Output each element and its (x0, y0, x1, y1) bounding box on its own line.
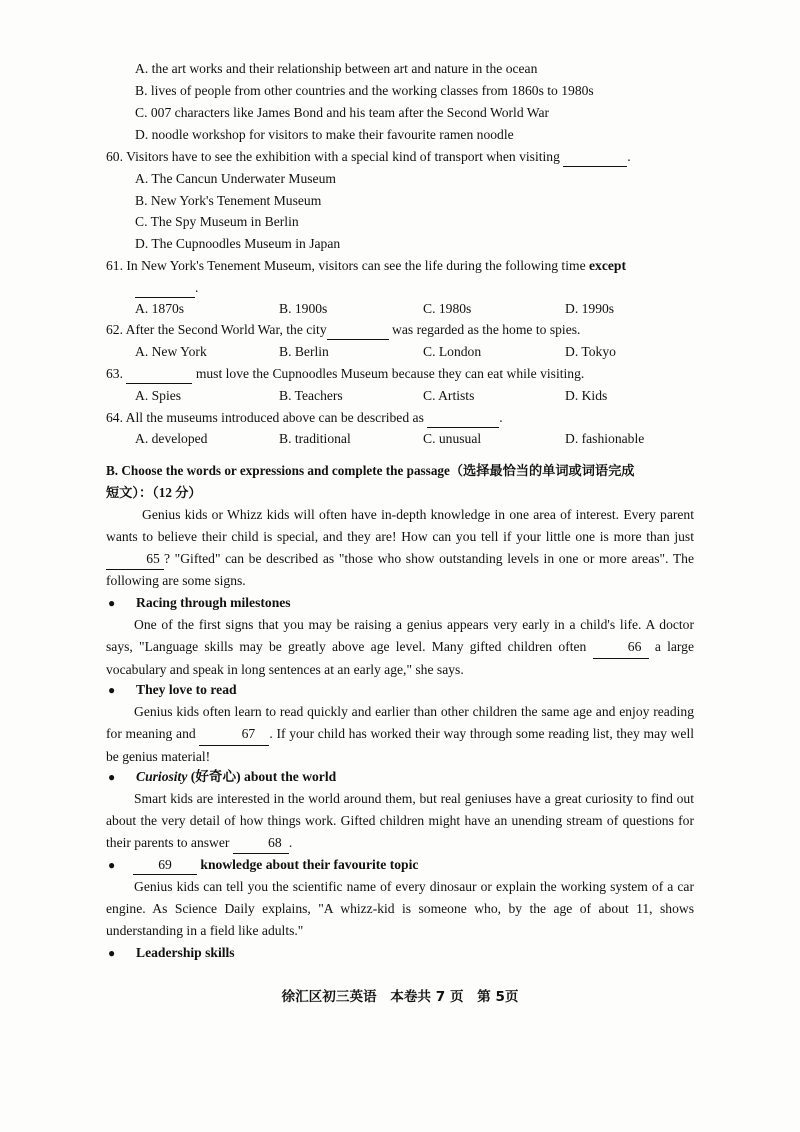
q59-option-d: D. noodle workshop for visitors to make their favourite ramen noodle (135, 127, 514, 142)
q61-stem: 61. In New York's Tenement Museum, visitors can see the life during the following time except (106, 258, 627, 273)
blank-65: 65 (106, 548, 164, 571)
q64-stem: 64. All the museums introduced above can be described as . (106, 409, 503, 428)
q61-blank-line: . (135, 279, 198, 298)
q59-option-c: C. 007 characters like James Bond and his team after the Second World War (135, 105, 550, 120)
q64-option-b: B. traditional (279, 431, 351, 446)
q64-blank (427, 409, 499, 428)
bullet-icon: ● (108, 683, 116, 697)
q62-option-a: A. New York (135, 344, 207, 359)
q62-option-d: D. Tokyo (565, 344, 616, 359)
q61-option-a: A. 1870s (135, 301, 185, 316)
q60-blank (563, 148, 627, 167)
blank-69: 69 (133, 856, 197, 875)
q59-option-a: A. the art works and their relationship between art and nature in the ocean (135, 61, 538, 76)
q59-option-b: B. lives of people from other countries and the working classes from 1860s to 1980s (135, 83, 594, 98)
blank-67: 67 (199, 723, 269, 746)
q63-blank (126, 365, 192, 384)
passage-heading-4: 69 knowledge about their favourite topic (133, 856, 418, 875)
blank-68: 68 (233, 832, 289, 855)
section-b-heading: B. Choose the words or expressions and complete the passage（选择最恰当的单词或词语完成 (106, 463, 635, 478)
blank-66: 66 (593, 636, 649, 659)
page-footer: 徐汇区初三英语 本卷共 7 页 第 5页 (281, 989, 519, 1005)
bullet-icon: ● (108, 596, 116, 610)
passage-paragraph-2: One of the first signs that you may be raising a genius appears very early in a child's life. A doctor says, "Language skills may be greatly above age level. Many gifted children often 66 a large vocabulary and speak in long sentences at an early age," she says. (106, 617, 694, 677)
passage-paragraph-3: Genius kids often learn to read quickly and earlier than other children the same age and enjoy reading for meaning and 67 . If your child has worked their way through some reading list, they may well be genius material! (106, 704, 694, 764)
q61-option-d: D. 1990s (565, 301, 615, 316)
q62-blank (327, 321, 389, 340)
passage-heading-5: Leadership skills (136, 945, 235, 960)
q64-option-a: A. developed (135, 431, 208, 446)
q62-option-c: C. London (423, 344, 482, 359)
q61-option-c: C. 1980s (423, 301, 472, 316)
q62-stem: 62. After the Second World War, the city was regarded as the home to spies. (106, 321, 580, 340)
q60-option-c: C. The Spy Museum in Berlin (135, 214, 299, 229)
q62-option-b: B. Berlin (279, 344, 329, 359)
passage-paragraph-5: Genius kids can tell you the scientific name of every dinosaur or explain the working system of a car engine. As Science Daily explains, "A whizz-kid is someone who, by the age of about 11, shows understanding in a field like adults." (106, 879, 694, 938)
q63-option-a: A. Spies (135, 388, 182, 403)
q63-option-d: D. Kids (565, 388, 608, 403)
q60-option-b: B. New York's Tenement Museum (135, 193, 322, 208)
section-b-heading-score: 短文）：（12 分） (106, 485, 202, 500)
q61-blank (135, 279, 195, 298)
q60-option-a: A. The Cancun Underwater Museum (135, 171, 336, 186)
q64-option-d: D. fashionable (565, 431, 645, 446)
q63-option-c: C. Artists (423, 388, 475, 403)
bullet-icon: ● (108, 946, 116, 960)
q63-stem: 63. must love the Cupnoodles Museum because they can eat while visiting. (106, 365, 584, 384)
passage-heading-2: They love to read (136, 682, 237, 697)
bullet-icon: ● (108, 858, 116, 872)
passage-paragraph-1: Genius kids or Whizz kids will often have in-depth knowledge in one area of interest. Every parent wants to believe their child is special, and they are! How can you tell if your little one is more than just 65 ? "Gifted" can be described as "those who show outstanding levels in one or more areas". The following are some signs. (106, 507, 694, 589)
bullet-icon: ● (108, 770, 116, 784)
passage-heading-1: Racing through milestones (136, 595, 291, 610)
q64-option-c: C. unusual (423, 431, 482, 446)
q61-option-b: B. 1900s (279, 301, 328, 316)
passage-paragraph-4: Smart kids are interested in the world around them, but real geniuses have a great curiosity to find out about the very detail of how things work. Gifted children might have an unending stream of questions for their parents to answer 68 . (106, 788, 694, 854)
passage-heading-3: Curiosity (好奇心) about the world (136, 769, 337, 784)
q60-option-d: D. The Cupnoodles Museum in Japan (135, 236, 341, 251)
q63-option-b: B. Teachers (279, 388, 343, 403)
q60-stem: 60. Visitors have to see the exhibition with a special kind of transport when visiting . (106, 148, 631, 167)
